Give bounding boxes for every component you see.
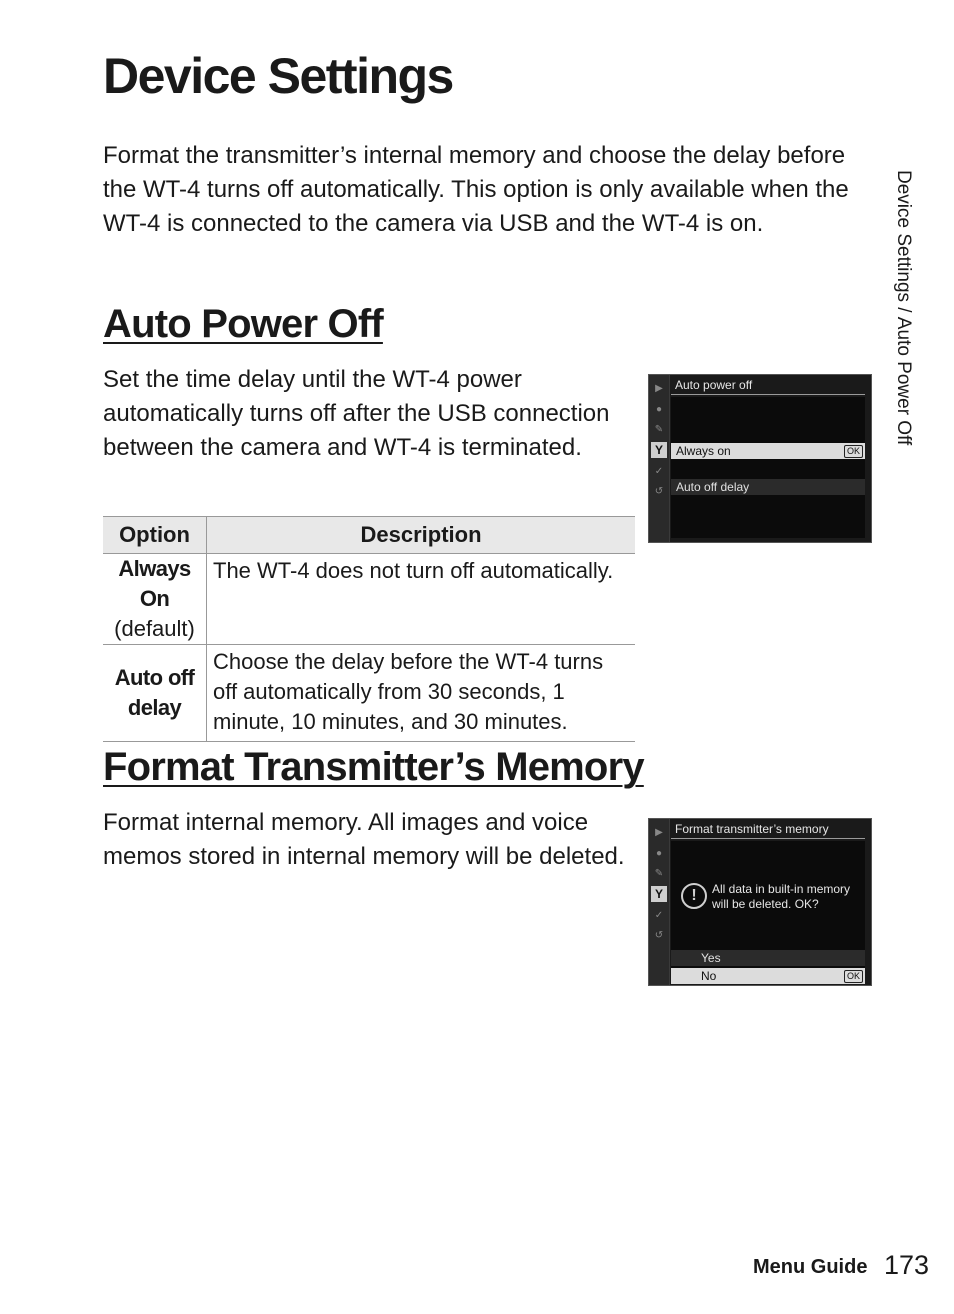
auto-power-off-heading: Auto Power Off bbox=[103, 302, 383, 346]
table-header-description: Description bbox=[207, 517, 636, 554]
wrench-icon: Y bbox=[651, 442, 667, 458]
playback-icon: ▶ bbox=[655, 827, 663, 838]
table-row bbox=[103, 645, 635, 742]
side-tab-label: Device Settings / Auto Power Off bbox=[893, 170, 914, 446]
menu-item-label: Auto off delay bbox=[676, 480, 750, 494]
pencil-icon: ✎ bbox=[654, 424, 664, 435]
menu-item-label: No bbox=[701, 969, 717, 983]
option-name: Auto off delay bbox=[114, 665, 195, 720]
menu-item-yes[interactable] bbox=[671, 950, 865, 966]
table-cell-description: Choose the delay before the WT-4 turns off automatically from 30 seconds, 1 minute, 10 minutes, and 30 minutes. bbox=[207, 645, 636, 742]
menu-item-auto-off-delay[interactable] bbox=[671, 479, 865, 495]
confirm-message-line: will be deleted. OK? bbox=[712, 897, 819, 911]
title-divider bbox=[671, 838, 865, 839]
option-default-note: (default) bbox=[114, 616, 195, 641]
footer-section-label: Menu Guide bbox=[753, 1256, 868, 1278]
page-number: 173 bbox=[884, 1250, 930, 1280]
table-cell-option bbox=[103, 645, 207, 742]
screen-title: Format transmitter’s memory bbox=[675, 822, 829, 836]
menu-item-label: Always on bbox=[676, 444, 731, 458]
pencil-icon: ✎ bbox=[654, 868, 664, 879]
auto-power-off-text: Set the time delay until the WT-4 power automatically turns off after the USB connection between the camera and WT-4 is terminated. bbox=[103, 366, 610, 461]
menu-tab-rail bbox=[649, 819, 670, 985]
confirm-message-line: All data in built-in memory bbox=[712, 882, 851, 896]
recent-settings-icon: ↺ bbox=[654, 486, 664, 497]
retouch-icon: ✓ bbox=[654, 466, 664, 477]
warning-icon: ! bbox=[681, 883, 707, 909]
screen-panel bbox=[671, 397, 865, 538]
retouch-icon: ✓ bbox=[654, 910, 664, 921]
recent-settings-icon: ↺ bbox=[654, 930, 664, 941]
table-row bbox=[103, 554, 635, 645]
format-memory-text: Format internal memory. All images and voice memos stored in internal memory will be deleted. bbox=[103, 809, 625, 870]
playback-icon: ▶ bbox=[655, 383, 663, 394]
option-name: Always On bbox=[118, 556, 191, 611]
table-cell-description: The WT-4 does not turn off automatically. bbox=[207, 554, 636, 645]
menu-item-no[interactable] bbox=[671, 968, 865, 984]
shooting-icon: ● bbox=[655, 848, 663, 859]
shooting-icon: ● bbox=[655, 404, 663, 415]
ok-icon: OK bbox=[844, 445, 863, 458]
format-memory-screen bbox=[648, 818, 872, 986]
options-table bbox=[103, 516, 635, 742]
format-memory-heading: Format Transmitter’s Memory bbox=[103, 745, 644, 789]
menu-item-always-on[interactable] bbox=[671, 443, 865, 459]
menu-item-label: Yes bbox=[701, 951, 721, 965]
table-header-option: Option bbox=[103, 517, 207, 554]
auto-power-off-screen bbox=[648, 374, 872, 543]
page-title: Device Settings bbox=[103, 48, 453, 104]
title-divider bbox=[671, 394, 865, 395]
screen-title: Auto power off bbox=[675, 378, 753, 392]
ok-icon: OK bbox=[844, 970, 863, 983]
confirm-message bbox=[712, 882, 850, 912]
intro-paragraph: Format the transmitter’s internal memory and choose the delay before the WT-4 turns off automatically. This option is only available when the WT-4 is connected to the camera via USB and the WT-4 is on. bbox=[103, 142, 849, 237]
table-header-row bbox=[103, 517, 635, 554]
menu-tab-rail bbox=[649, 375, 670, 542]
wrench-icon: Y bbox=[651, 886, 667, 902]
table-cell-option bbox=[103, 554, 207, 645]
